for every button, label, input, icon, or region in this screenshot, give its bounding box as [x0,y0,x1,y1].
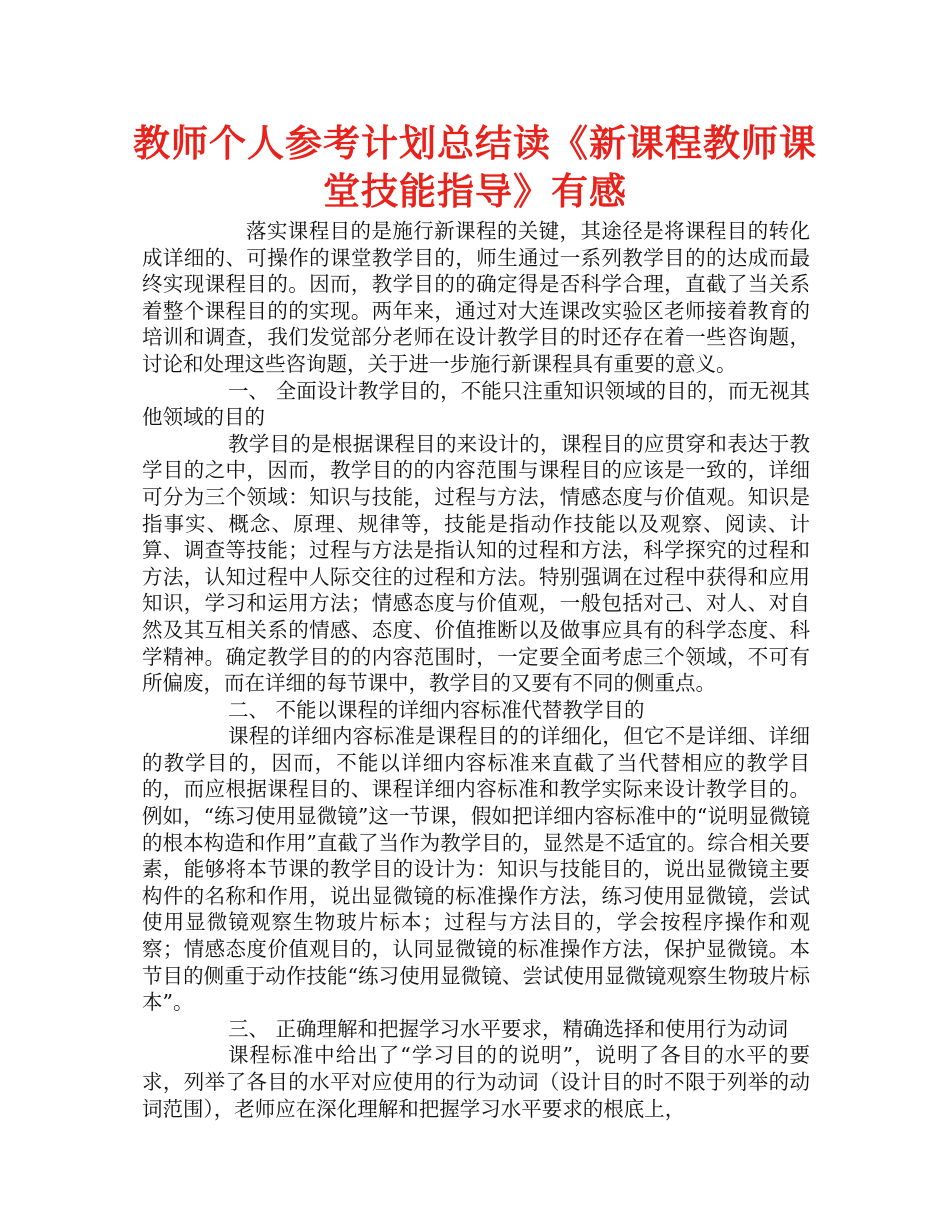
intro-paragraph: 落实课程目的是施行新课程的关键，其途径是将课程目的转化成详细的、可操作的课堂教学目的，师生通过一系列教学目的的达成而最终实现课程目的。因而，教学目的的确定得是否科学合理，直截了当关系着整个课程目的的实现。两年来，通过对大连课改实验区老师接着教育的培训和调查，我们发觉部分老师在设计教学目的时还存在着一些咨询题，讨论和处理这些咨询题，关于进一步施行新课程具有重要的意义。 [142,219,810,376]
section-paragraph-2: 课程的详细内容标准是课程目的的详细化，但它不是详细、详细的教学目的，因而，不能以详细内容标准来直截了当代替相应的教学目的，而应根据课程目的、课程详细内容标准和教学实际来设计教学目的。例如，“练习使用显微镜”这一节课，假如把详细内容标准中的“说明显微镜的根本构造和作用”直截了当作为教学目的，显然是不适宜的。综合相关要素，能够将本节课的教学目的设计为：知识与技能目的，说出显微镜主要构件的名称和作用，说出显微镜的标准操作方法，练习使用显微镜，尝试使用显微镜观察生物玻片标本；过程与方法目的，学会按程序操作和观察；情感态度价值观目的，认同显微镜的标准操作方法，保护显微镜。本节目的侧重于动作技能“练习使用显微镜、尝试使用显微镜观察生物玻片标本”。 [142,724,810,1015]
section-heading-2: 二、 不能以课程的详细内容标准代替教学目的 [228,697,645,722]
document-title: 教师个人参考计划总结读《新课程教师课堂技能指导》有感 [133,122,817,213]
section-paragraph-1: 教学目的是根据课程目的来设计的，课程目的应贯穿和表达于教学目的之中，因而，教学目的的内容范围与课程目的应该是一致的，详细可分为三个领域：知识与技能，过程与方法，情感态度与价值观。知识是指事实、概念、原理、规律等，技能是指动作技能以及观察、阅读、计算、调查等技能；过程与方法是指认知的过程和方法，科学探究的过程和方法，认知过程中人际交往的过程和方法。特别强调在过程中获得和应用知识，学习和运用方法；情感态度与价值观，一般包括对己、对人、对自然及其互相关系的情感、态度、价值推断以及做事应具有的科学态度、科学精神。确定教学目的的内容范围时，一定要全面考虑三个领域，不可有所偏废，而在详细的每节课中，教学目的又要有不同的侧重点。 [142,431,810,696]
section-heading-1: 一、 全面设计教学目的，不能只注重知识领域的目的，而无视其他领域的目的 [142,378,810,430]
document-body [142,218,810,1122]
section-paragraph-3: 课程标准中给出了“学习目的的说明”，说明了各目的水平的要求，列举了各目的水平对应使用的行为动词（设计目的时不限于列举的动词范围），老师应在深化理解和把握学习水平要求的根底上， [142,1043,810,1121]
section-heading-3: 三、 正确理解和把握学习水平要求，精确选择和使用行为动词 [228,1016,789,1041]
